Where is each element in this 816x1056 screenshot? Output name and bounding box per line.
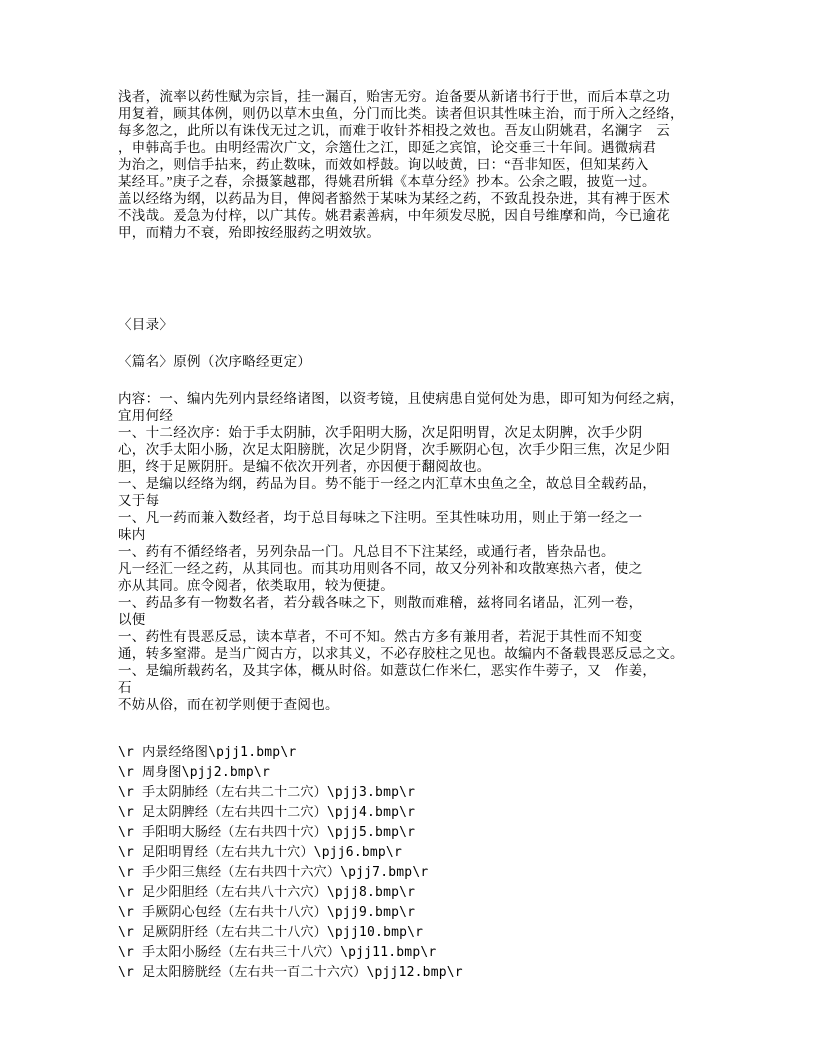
toc-heading: 〈目录〉 bbox=[118, 317, 174, 332]
figure-ref-line: \r 手少阳三焦经（左右共四十六穴）\pjj7.bmp\r bbox=[118, 865, 429, 880]
content-line: 通，转多窒滞。是当广阅古方，以求其义，不必存胶柱之见也。故编内不备载畏恶反忌之文。 bbox=[118, 646, 684, 661]
content-line: 一、药性有畏恶反忌，读本草者，不可不知。然古方多有兼用者，若泥于其性而不知变 bbox=[118, 629, 643, 644]
content-line: 内容：一、编内先列内景经络诸图，以资考镜，且使病患自觉何处为患，即可知为何经之病， bbox=[118, 391, 684, 406]
preface-line: 盖以经络为纲，以药品为目，俾阅者豁然于某味为某经之药，不致乱投杂进，其有裨于医术 bbox=[118, 191, 670, 206]
figure-ref-line: \r 手阳明大肠经（左右共四十穴）\pjj5.bmp\r bbox=[118, 825, 416, 840]
content-line: 心，次手太阳小肠，次足太阳膀胱，次足少阴肾，次手厥阴心包，次手少阳三焦，次足少阳 bbox=[118, 442, 670, 457]
preface-line: ，申韩高手也。由明经需次广文，佘簉仕之江，即延之宾馆，论交垂三十年间。遇微病君 bbox=[118, 140, 657, 155]
content-line: 宜用何经 bbox=[118, 408, 174, 423]
figure-ref-line: \r 周身图\pjj2.bmp\r bbox=[118, 765, 270, 780]
figure-ref-line: \r 足太阴脾经（左右共四十二穴）\pjj4.bmp\r bbox=[118, 805, 416, 820]
content-line: 石 bbox=[118, 680, 132, 695]
figure-ref-line: \r 足阳明胃经（左右共九十穴）\pjj6.bmp\r bbox=[118, 845, 402, 860]
preface-line: 每多忽之，此所以有诛伐无过之讥，而难于收针芥相投之效也。吾友山阴姚君，名澜字 云 bbox=[118, 123, 670, 138]
content-line: 亦从其同。庶令阅者，依类取用，较为便捷。 bbox=[118, 578, 394, 593]
figure-ref-line: \r 手太阳小肠经（左右共三十八穴）\pjj11.bmp\r bbox=[118, 945, 437, 960]
content-line: 不妨从俗，而在初学则便于查阅也。 bbox=[118, 697, 339, 712]
figure-reference-list bbox=[118, 743, 710, 983]
content-line: 凡一经汇一经之药，从其同也。而其功用则各不同，故又分列补和攻散寒热六者，使之 bbox=[118, 561, 643, 576]
content-line: 一、是编所载药名，及其字体，概从时俗。如薏苡仁作米仁，恶实作牛蒡子，又 作姜， bbox=[118, 663, 657, 678]
content-line: 一、十二经次序：始于手太阴肺，次手阳明大肠，次足阳明胃，次足太阴脾，次手少阴 bbox=[118, 425, 643, 440]
content-line: 一、凡一药而兼入数经者，均于总目每味之下注明。至其性味功用，则止于第一经之一 bbox=[118, 510, 643, 525]
figure-ref-line: \r 足厥阴肝经（左右共二十八穴）\pjj10.bmp\r bbox=[118, 925, 424, 940]
document-content bbox=[118, 88, 710, 983]
preface-line: 不浅哉。爰急为付梓，以广其传。姚君素善病，中年须发尽脱，因自号维摩和尚，今已逾花 bbox=[118, 208, 670, 223]
figure-ref-line: \r 手厥阴心包经（左右共十八穴）\pjj9.bmp\r bbox=[118, 905, 416, 920]
figure-ref-line: \r 足少阳胆经（左右共八十六穴）\pjj8.bmp\r bbox=[118, 885, 416, 900]
preface-line: 为治之，则信手拈来，药止数味，而效如桴鼓。询以岐黄，曰：“吾非知医，但知某药入 bbox=[118, 157, 649, 172]
preface-line: 用复着，顾其体例，则仍以草木虫鱼，分门而比类。读者但识其性味主治，而于所入之经络， bbox=[118, 106, 684, 121]
figure-ref-line: \r 手太阴肺经（左右共二十二穴）\pjj3.bmp\r bbox=[118, 785, 416, 800]
content-line: 一、药有不循经络者，另列杂品一门。凡总目不下注某经，或通行者，皆杂品也。 bbox=[118, 544, 615, 559]
preface-line: 浅者，流率以药性赋为宗旨，挂一漏百，贻害无穷。迨备要从新诸书行于世，而后本草之功 bbox=[118, 89, 670, 104]
content-line: 以便 bbox=[118, 612, 146, 627]
figure-ref-line: \r 内景经络图\pjj1.bmp\r bbox=[118, 745, 297, 760]
content-line: 味内 bbox=[118, 527, 146, 542]
body-paragraphs bbox=[118, 390, 710, 713]
content-line: 胆，终于足厥阴肝。是编不依次开列者，亦因便于翻阅故也。 bbox=[118, 459, 491, 474]
preface-line: 某经耳。”庚子之春，佘摄篆越郡，得姚君所辑《本草分经》抄本。公余之暇，披览一过。 bbox=[118, 174, 656, 189]
content-line: 一、是编以经络为纲，药品为目。势不能于一经之内汇草木虫鱼之全，故总目全载药品， bbox=[118, 476, 657, 491]
content-line: 又于每 bbox=[118, 493, 160, 508]
figure-ref-line: \r 足太阳膀胱经（左右共一百二十六穴）\pjj12.bmp\r bbox=[118, 965, 463, 980]
content-line: 一、药品多有一物数名者，若分载各味之下，则散而难稽，兹将同名诸品，汇列一卷， bbox=[118, 595, 643, 610]
preface-paragraph bbox=[118, 88, 710, 241]
section-name-heading: 〈篇名〉原例（次序略经更定） bbox=[118, 354, 312, 369]
preface-line: 甲，而精力不衰，殆即按经服药之明效欤。 bbox=[118, 225, 381, 240]
